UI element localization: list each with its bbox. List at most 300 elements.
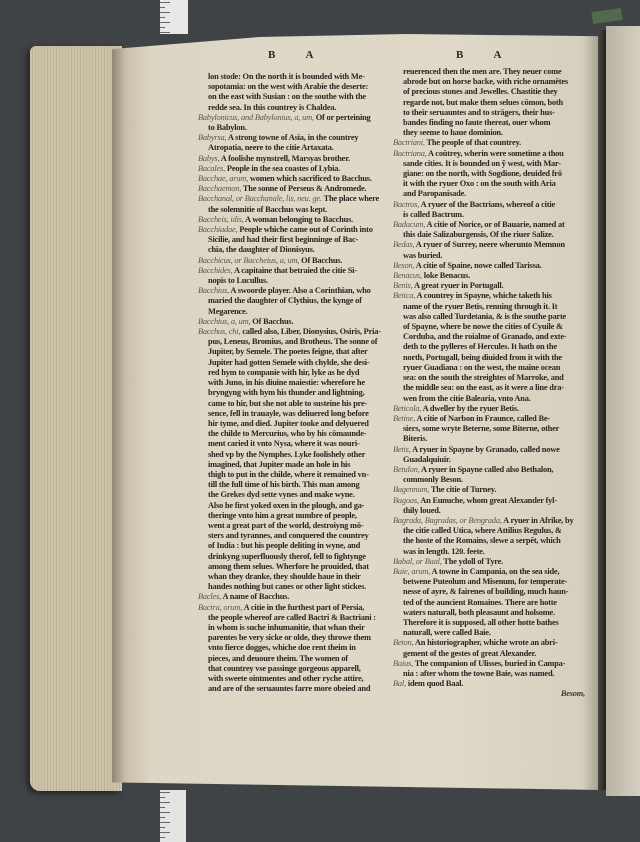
ruler-tick <box>160 832 170 833</box>
entry-line <box>393 598 591 608</box>
entry-line <box>198 113 386 123</box>
entry-text: waters naturall, both pleasaunt and holsome. <box>403 607 555 617</box>
entry-text: in whom is suche inhumanitie, that whan their <box>208 622 365 632</box>
entry-line <box>198 174 386 184</box>
entry-text: with sweete ointmentes and other ryche attire, <box>208 673 364 683</box>
entry-text: name of the ryuer Betis, renning through it. It <box>403 301 558 311</box>
entry-text: handes nothing but canes or other light stickes. <box>208 582 367 592</box>
entry-text: women which sacrificed to Bacchus. <box>248 174 372 184</box>
entry-headword: Bal, <box>393 679 406 689</box>
entry-text: regarde not, but make them selues cōmon, both <box>403 97 563 107</box>
entry-text: the childe to Mercurius, who by his cōmaunde- <box>208 429 367 439</box>
entry-text: Therefore it is supposed, all other hotte bathes <box>403 617 559 627</box>
entry-text: thigh to put in the childe, where it remained vn- <box>208 469 369 479</box>
entry-headword: Bagoas, <box>393 495 419 505</box>
entry-line <box>198 623 386 633</box>
entry-line <box>393 159 591 169</box>
entry-text: Jupiter had gotten Semele with chylde, she desi- <box>208 357 370 367</box>
book-page-edges <box>30 46 122 791</box>
entry-line <box>393 557 591 567</box>
entry-headword: Bacchaemon, <box>198 184 242 194</box>
entry-line <box>198 633 386 643</box>
entry-text: was also called Turdetania, & is the southe parte <box>403 311 567 321</box>
entry-line <box>393 506 591 516</box>
entry-line <box>393 475 591 485</box>
entry-line <box>393 577 591 587</box>
entry-line <box>393 414 591 424</box>
dictionary-entry <box>393 679 591 689</box>
entry-headword: Babal, or Baal, <box>393 556 442 566</box>
entry-text: with Juno, in his diuine maiestie: wherefore he <box>208 378 365 388</box>
entry-line <box>393 251 591 261</box>
entry-text: hir tyme, and died. Jupiter tooke and delyuered <box>208 418 369 428</box>
entry-line <box>198 337 386 347</box>
entry-text: pus, Leneus, Bromius, and Brotheus. The sonne of <box>208 337 378 347</box>
entry-line <box>393 281 591 291</box>
entry-text: red hym to companie with hir, lyke as he dyd <box>208 367 360 377</box>
entry-headword: Bactriani, <box>393 138 425 148</box>
entry-line <box>198 592 386 602</box>
entry-line <box>198 439 386 449</box>
entry-text: nesse of ayre, & fairenes of building, much haun- <box>403 587 569 597</box>
entry-text: A coūtrey, wherin were sometime a thou <box>426 148 564 158</box>
entry-line <box>393 67 591 77</box>
entry-text: A citie of Spaine, nowe called Tarissa. <box>414 260 542 270</box>
dictionary-entry <box>198 266 386 286</box>
entry-line <box>393 659 591 669</box>
entry-text: A foolishe mynstrell, Marsyas brother. <box>219 153 350 163</box>
entry-text: A dweller by the ryuer Betis. <box>421 403 519 413</box>
entry-line <box>198 643 386 653</box>
entry-text: Of Bacchus. <box>250 316 294 326</box>
entry-headword: Baie, arum, <box>393 566 431 576</box>
entry-text: Atropatia, neere to the citie Artaxata. <box>208 143 334 153</box>
ruler-tick <box>160 812 170 813</box>
entry-text: called also, Liber, Dionysius, Osiris, Pria- <box>240 327 381 337</box>
dictionary-column-right <box>393 67 591 700</box>
dictionary-entry <box>393 496 591 516</box>
entry-headword: Bactros, <box>393 199 420 209</box>
entry-line <box>198 684 386 694</box>
entry-text: ted of the auncient Romaines. There are hotte <box>403 597 557 607</box>
dictionary-entry <box>198 164 386 174</box>
dictionary-entry <box>393 291 591 403</box>
entry-line <box>393 383 591 393</box>
entry-headword: Betis, <box>393 444 411 454</box>
entry-line <box>198 603 386 613</box>
entry-line <box>198 256 386 266</box>
entry-line <box>393 455 591 465</box>
bookmark-ribbon <box>591 8 622 24</box>
entry-headword: Bacles, <box>198 592 222 602</box>
entry-line <box>198 501 386 511</box>
entry-text: they seeme to haue dominion. <box>403 128 503 138</box>
entry-line <box>198 307 386 317</box>
entry-line <box>198 245 386 255</box>
entry-headword: Bacchus, chi, <box>198 327 241 337</box>
entry-text: A ryuer of Surrey, neere wherunto Memnon <box>414 240 565 250</box>
entry-text: the citie called Utica, where Attilius Regulus, & <box>403 526 562 536</box>
entry-text: thily loued. <box>403 505 441 515</box>
entry-line <box>198 613 386 623</box>
entry-text: A citie of Narbon in Fraunce, called Be- <box>415 413 550 423</box>
entry-line <box>198 388 386 398</box>
entry-text: The place where <box>321 194 380 204</box>
entry-text: A swoorde player. Also a Corinthian, who <box>229 286 371 296</box>
entry-text: A countrey in Spayne, whiche taketh his <box>415 291 552 301</box>
entry-text: to their seruauntes and to strāgers, their hus- <box>403 107 555 117</box>
entry-text: is called Bactrum. <box>403 209 464 219</box>
entry-line <box>393 108 591 118</box>
ruler-tick <box>160 2 170 3</box>
dictionary-entry <box>198 174 386 184</box>
dictionary-entry <box>198 327 386 592</box>
entry-text: lon stode: On the north it is bounded with Me- <box>208 72 365 81</box>
entry-text: An historiographer, whiche wrote an abri- <box>413 638 558 648</box>
entry-headword: Bacchae, arum, <box>198 174 248 184</box>
entry-line <box>393 77 591 87</box>
dictionary-entry <box>198 286 386 317</box>
entry-line <box>393 169 591 179</box>
dictionary-entry <box>393 567 591 638</box>
entry-line <box>393 118 591 128</box>
entry-text: gement of the gestes of great Alexander. <box>403 648 537 658</box>
catchword: Besom, <box>560 689 585 699</box>
entry-line <box>198 286 386 296</box>
entry-headword: Beson, <box>393 260 415 270</box>
entry-line <box>393 210 591 220</box>
entry-text: Jupiter, by Semele. The poetes feigne, that after <box>208 347 368 357</box>
entry-text: siers, some wryte Beterne, some Biterne, other <box>403 424 560 434</box>
dictionary-column-left <box>198 72 386 694</box>
entry-line <box>393 200 591 210</box>
entry-line <box>393 230 591 240</box>
dictionary-entry <box>198 317 386 327</box>
entry-line <box>393 404 591 414</box>
entry-text: theringe vnto him a great numbre of people, <box>208 510 357 520</box>
ruler-tick <box>160 837 165 838</box>
entry-line <box>393 87 591 97</box>
entry-headword: Bagennum, <box>393 485 430 495</box>
entry-text: north, Portugall, being diuided from it with the <box>403 352 562 362</box>
dictionary-entry <box>198 256 386 266</box>
entry-text: Corduba, and the roialme of Granado, and exte- <box>403 332 567 342</box>
entry-text: it with the ryuer Oxo : on the south with Aria <box>403 179 556 189</box>
entry-text: A ryuer in Spayne by Granado, called nowe <box>410 444 560 454</box>
entry-headword: Bacales, <box>198 163 226 173</box>
entry-headword: Bacchides, <box>198 265 233 275</box>
entry-line <box>198 296 386 306</box>
entry-line <box>198 327 386 337</box>
dictionary-entry <box>393 557 591 567</box>
ruler-tick <box>160 12 170 13</box>
entry-text: Megarence. <box>208 306 248 316</box>
entry-text: was buried. <box>403 250 443 260</box>
entry-line <box>198 552 386 562</box>
entry-text: of precious stones and Jewelles. Chastitie they <box>403 87 558 97</box>
entry-text: A ryuer of the Bactrians, whereof a citie <box>419 199 555 209</box>
entry-text: The companion of Ulisses, buried in Campa- <box>412 658 566 668</box>
entry-line <box>393 649 591 659</box>
entry-line <box>393 638 591 648</box>
entry-line <box>393 628 591 638</box>
entry-line <box>393 516 591 526</box>
measuring-ruler-top <box>160 0 188 34</box>
entry-text: the middle sea: on the east, as it were a line dra- <box>403 383 564 393</box>
entry-text: A great ryuer in Portugall. <box>412 281 504 291</box>
dictionary-entry <box>393 659 591 679</box>
ruler-tick <box>160 807 165 808</box>
dictionary-entry <box>198 592 386 602</box>
entry-line <box>198 317 386 327</box>
entry-text: sters and tyrannes, and conquered the countrey <box>208 531 369 541</box>
entry-line <box>198 582 386 592</box>
entry-line <box>393 363 591 373</box>
ruler-tick <box>160 827 165 828</box>
entry-line <box>393 496 591 506</box>
entry-line <box>198 562 386 572</box>
ruler-tick <box>160 22 170 23</box>
entry-line <box>393 679 591 689</box>
entry-line <box>198 450 386 460</box>
entry-headword: Bacchiadae, <box>198 225 238 235</box>
entry-text: loke Benacus. <box>421 271 471 281</box>
entry-line <box>393 618 591 628</box>
entry-line <box>198 674 386 684</box>
dictionary-entry <box>393 220 591 240</box>
dictionary-entry <box>198 225 386 256</box>
entry-line <box>198 82 386 92</box>
entry-line <box>198 92 386 102</box>
entry-text: A name of Bacchus. <box>221 592 290 602</box>
entry-text: the Grekes dyd sette vynes and make wyne. <box>208 490 355 500</box>
entry-text: giane: on the north, with Sogdione, deuided frō <box>403 169 562 179</box>
entry-headword: Bacchius, <box>198 286 229 296</box>
dictionary-entry <box>393 200 591 220</box>
entry-text: the hoste of the Romains, slewe a serpēt, which <box>403 536 561 546</box>
entry-headword: Benacus, <box>393 271 422 281</box>
entry-line <box>393 189 591 199</box>
entry-headword: Baccheis, idis, <box>198 214 244 224</box>
entry-line <box>393 179 591 189</box>
entry-line <box>198 123 386 133</box>
measuring-ruler-bottom <box>160 790 186 842</box>
entry-text: sea: on the south the streightes of Marroke, and <box>403 373 564 383</box>
dictionary-entry <box>393 261 591 271</box>
entry-text: whan they dranke, they shoulde haue in their <box>208 571 361 581</box>
dictionary-entry <box>393 638 591 658</box>
entry-line <box>393 394 591 404</box>
entry-text: The people of that countrey. <box>424 138 521 148</box>
entry-text: A ryuer in Spayne called also Bethalon, <box>419 464 554 474</box>
entry-text: A capitaine that betraied the citie Si- <box>232 265 357 275</box>
entry-line <box>198 205 386 215</box>
entry-line <box>393 332 591 342</box>
entry-text: imagined, that Jupiter made an hole in his <box>208 459 351 469</box>
entry-text: The ydoll of Tyre. <box>441 556 504 566</box>
entry-line <box>198 521 386 531</box>
entry-headword: Badacum, <box>393 220 426 230</box>
dictionary-entry <box>198 72 386 113</box>
entry-text: The sonne of Perseus & Andromede. <box>241 184 367 194</box>
entry-text: maried the daughter of Clythius, the kynge of <box>208 296 362 306</box>
entry-line <box>198 72 386 82</box>
entry-line <box>393 373 591 383</box>
entry-line <box>393 138 591 148</box>
entry-line <box>198 103 386 113</box>
entry-text: chia, the daughter of Dionisyus. <box>208 245 315 255</box>
entry-text: naturall, were called Baie. <box>403 628 491 638</box>
entry-headword: Babyrsa, <box>198 133 227 143</box>
entry-line <box>393 271 591 281</box>
entry-line <box>198 511 386 521</box>
running-head-right: B A <box>456 49 516 61</box>
dictionary-entry <box>198 133 386 153</box>
entry-line <box>393 485 591 495</box>
dictionary-entry <box>198 154 386 164</box>
entry-text: was in length. 120. feete. <box>403 546 485 556</box>
ruler-tick <box>160 817 165 818</box>
ruler-tick <box>160 7 165 8</box>
entry-line <box>393 465 591 475</box>
entry-text: the people whereof are called Bactri & Bactriani : <box>208 612 376 622</box>
dictionary-entry <box>393 281 591 291</box>
entry-line <box>393 608 591 618</box>
entry-headword: Bagrada, Bagradas, or Bengrada, <box>393 515 502 525</box>
entry-text: bandes finding no faute thereat, ouer whom <box>403 118 551 128</box>
entry-text: wen from the citie Balearia, vnto Ana. <box>403 393 531 403</box>
entry-line <box>198 409 386 419</box>
entry-line <box>198 460 386 470</box>
facing-page-edge <box>606 26 640 796</box>
ruler-tick <box>160 802 170 803</box>
entry-line <box>393 353 591 363</box>
entry-text: drinkyng superfluously therof, fell to fightynge <box>208 551 366 561</box>
entry-headword: Betica, <box>393 291 416 301</box>
dictionary-entry <box>393 414 591 445</box>
entry-line <box>393 240 591 250</box>
entry-line <box>198 225 386 235</box>
dictionary-entry <box>393 149 591 200</box>
entry-headword: Benis, <box>393 281 413 291</box>
entry-line <box>393 669 591 679</box>
entry-text: A towne in Campania, on the sea side, <box>430 566 560 576</box>
entry-text: went a great part of the world, destroiyng mō- <box>208 520 364 530</box>
entry-line <box>198 429 386 439</box>
entry-line <box>393 342 591 352</box>
dictionary-entry <box>393 240 591 260</box>
entry-line <box>393 322 591 332</box>
entry-line <box>198 266 386 276</box>
entry-text: People whiche came out of Corinth into <box>237 225 373 235</box>
entry-text: came to hir, but she not able to susteine his pre- <box>208 398 368 408</box>
entry-text: idem quod Baal. <box>405 679 464 689</box>
entry-headword: Betulon, <box>393 464 420 474</box>
entry-line <box>198 154 386 164</box>
entry-headword: Bactriana, <box>393 148 427 158</box>
entry-text: commonly Beson. <box>403 475 463 485</box>
entry-text: deth to the pylleres of Hercules. It hath on the <box>403 342 557 352</box>
entry-line <box>198 184 386 194</box>
entry-headword: Beton, <box>393 638 414 648</box>
entry-line <box>393 445 591 455</box>
ruler-tick <box>160 17 165 18</box>
dictionary-entry <box>198 184 386 194</box>
entry-line <box>393 312 591 322</box>
entry-line <box>198 133 386 143</box>
entry-text: abrode but on horse backe, with riche ornamētes <box>403 77 568 87</box>
dictionary-entry <box>393 445 591 465</box>
dictionary-entry <box>393 485 591 495</box>
entry-text: An Eunuche, whom great Alexander fyl- <box>418 495 557 505</box>
entry-line <box>393 128 591 138</box>
entry-text: sopotamia: on the west with Arabie the deserte: <box>208 82 369 92</box>
entry-text: of India : but his people deliting in wyne, and <box>208 541 361 551</box>
ruler-tick <box>160 27 165 28</box>
entry-headword: Bacchius, a, um, <box>198 316 251 326</box>
entry-line <box>198 399 386 409</box>
entry-line <box>198 368 386 378</box>
ruler-tick <box>160 797 165 798</box>
entry-line <box>393 261 591 271</box>
entry-line <box>198 276 386 286</box>
entry-text: redde sea. In this countrey is Chaldea. <box>208 102 337 112</box>
entry-line <box>198 215 386 225</box>
entry-text: A citie in the furthest part of Persia, <box>242 602 365 612</box>
entry-text: sande cities. It is bounded on ỹ west, with Mar- <box>403 158 561 168</box>
entry-text: and Paropanisade. <box>403 189 466 199</box>
entry-text: reuerenced then the men are. They neuer come <box>403 67 562 76</box>
entry-text: and are of the seruauntes farre more obeied and <box>208 684 371 694</box>
entry-headword: Beticola, <box>393 403 422 413</box>
entry-text: to Babylon. <box>208 123 247 133</box>
entry-text: Biteris. <box>403 434 428 444</box>
entry-text: Of Bacchus. <box>299 255 343 265</box>
entry-text: A woman belonging to Bacchus. <box>243 214 354 224</box>
entry-line <box>393 536 591 546</box>
ruler-tick <box>160 32 170 33</box>
dictionary-entry <box>393 465 591 485</box>
entry-text: Guadalquiuir. <box>403 454 451 464</box>
entry-headword: Bedas, <box>393 240 415 250</box>
entry-line <box>198 143 386 153</box>
entry-text: that countrey vse passinge gorgeous apparell, <box>208 663 361 673</box>
dictionary-entry <box>393 138 591 148</box>
entry-text: People in the sea coastes of Lybia. <box>225 163 341 173</box>
entry-line <box>198 490 386 500</box>
entry-line <box>393 526 591 536</box>
entry-text: The citie of Turney. <box>429 485 497 495</box>
entry-line <box>198 347 386 357</box>
dictionary-entry <box>198 603 386 695</box>
entry-text: Of or perteining <box>313 112 371 122</box>
entry-line <box>198 480 386 490</box>
entry-line <box>198 531 386 541</box>
entry-text: on the east with Susian : on the southe with the <box>208 92 366 102</box>
entry-line <box>198 664 386 674</box>
running-head-left: B A <box>268 49 328 61</box>
dictionary-entry <box>393 516 591 557</box>
entry-headword: Bactra, orum, <box>198 602 243 612</box>
entry-line <box>198 572 386 582</box>
entry-line <box>393 434 591 444</box>
entry-text: vnto fierce dogges, whiche doe rent theim in <box>208 643 356 653</box>
entry-text: A strong towne of Asia, in the countrey <box>226 133 359 143</box>
entry-text: pieces, and deuoure theim. The women of <box>208 653 348 663</box>
entry-line <box>393 302 591 312</box>
entry-text: parentes be very sicke or olde, they throwe them <box>208 633 371 643</box>
entry-line <box>198 419 386 429</box>
